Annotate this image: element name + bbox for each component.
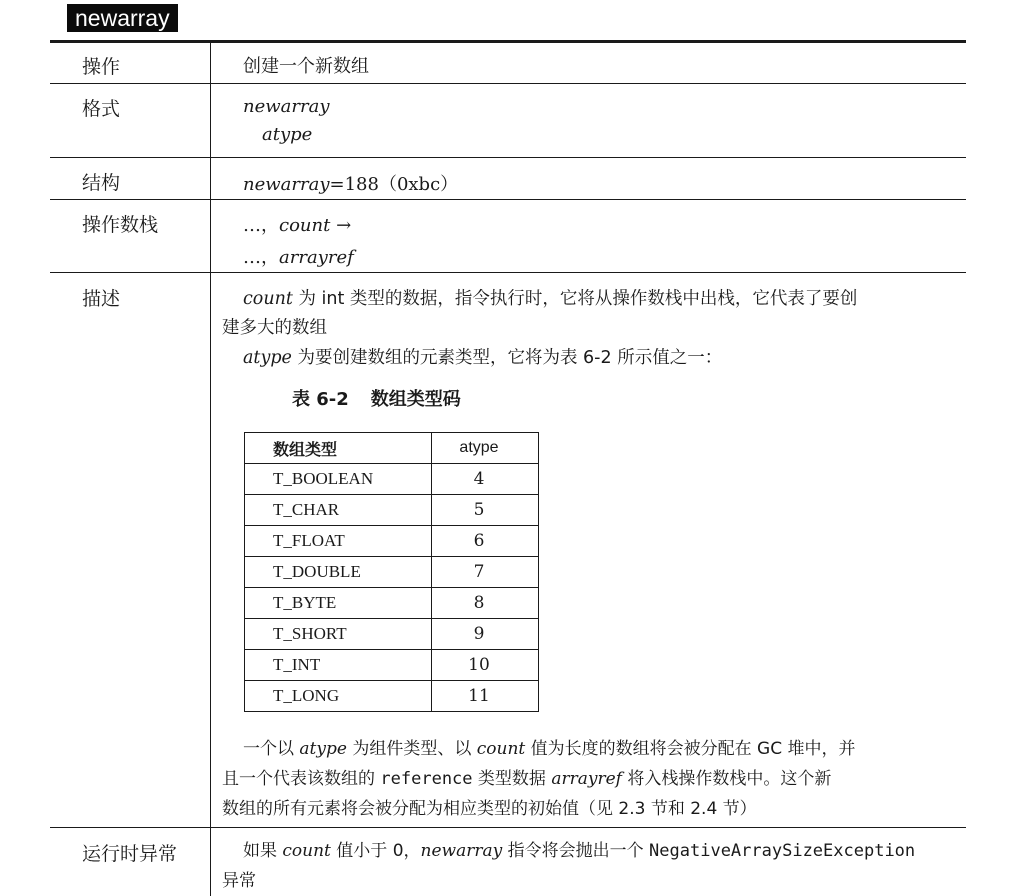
table-cell: T_FLOAT <box>245 526 432 557</box>
table-cell: 6 <box>432 526 539 557</box>
format-line2: atype <box>262 124 313 145</box>
row-divider <box>50 272 966 273</box>
forms-text <box>243 170 458 196</box>
stack-prefix: …， <box>243 215 279 236</box>
description-p1-line2 <box>222 314 327 339</box>
stack-var-count: count <box>279 215 331 236</box>
row-divider <box>50 827 966 828</box>
table-row <box>245 681 539 712</box>
table-cell: T_BYTE <box>245 588 432 619</box>
table-cell: 5 <box>432 495 539 526</box>
row-divider <box>50 199 966 200</box>
table-caption <box>292 385 461 411</box>
atype-table <box>244 432 539 712</box>
runtime-line1 <box>222 836 962 866</box>
description-p1-line1 <box>243 285 857 310</box>
instruction-title: newarray <box>67 4 178 32</box>
desc-p3-line2 <box>222 764 962 794</box>
runtime-exceptions-label: 运行时异常 <box>82 843 178 865</box>
forms-name: newarray <box>243 174 330 195</box>
exc-text: 如果 <box>243 841 283 861</box>
table-cell: T_INT <box>245 650 432 681</box>
operation-label: 操作 <box>82 56 121 78</box>
desc-code: reference <box>380 769 473 789</box>
table-top-rule <box>50 40 966 43</box>
runtime-exceptions-text <box>222 836 962 896</box>
table-cell: T_BOOLEAN <box>245 464 432 495</box>
exc-text: 异常 <box>222 871 256 891</box>
table-cell: T_DOUBLE <box>245 557 432 588</box>
table-header: 数组类型 <box>245 433 432 464</box>
table-header-row <box>245 433 539 464</box>
desc-text: 数组的所有元素将会被分配为相应类型的初始值（见 2.3 节和 2.4 节） <box>222 799 757 819</box>
desc-var: atype <box>299 739 347 759</box>
arrow-icon: → <box>336 215 352 236</box>
table-caption-title: 数组类型码 <box>370 389 461 410</box>
table-row <box>245 464 539 495</box>
forms-value: =188（0xbc） <box>329 174 459 195</box>
desc-text: 建多大的数组 <box>222 318 327 338</box>
format-label: 格式 <box>82 98 121 120</box>
description-p2 <box>243 344 722 369</box>
exc-var: count <box>282 841 331 861</box>
desc-text: 一个以 <box>243 739 300 759</box>
desc-text: 且一个代表该数组的 <box>222 769 381 789</box>
desc-text: 将入栈操作数栈中。这个新 <box>621 769 832 789</box>
table-row <box>245 588 539 619</box>
desc-var: arrayref <box>551 769 622 789</box>
format-line1: newarray <box>243 96 330 117</box>
desc-p3-line3 <box>222 794 962 824</box>
description-label: 描述 <box>82 288 121 310</box>
table-row <box>245 557 539 588</box>
desc-p3-line1 <box>222 734 962 764</box>
desc-text: 类型数据 <box>472 769 552 789</box>
desc-text: 为组件类型、以 <box>346 739 477 759</box>
table-row <box>245 526 539 557</box>
table-row <box>245 619 539 650</box>
table-cell: T_SHORT <box>245 619 432 650</box>
operation-text: 创建一个新数组 <box>243 56 369 77</box>
row-divider <box>50 157 966 158</box>
description-p3 <box>222 734 962 824</box>
table-cell: 10 <box>432 650 539 681</box>
table-cell: 11 <box>432 681 539 712</box>
table-caption-number: 表 6-2 <box>292 389 349 410</box>
desc-text: 为 int 类型的数据，指令执行时，它将从操作数栈中出栈，它代表了要创 <box>292 289 858 309</box>
forms-label: 结构 <box>82 172 121 194</box>
table-cell: 4 <box>432 464 539 495</box>
row-divider <box>50 83 966 84</box>
operand-stack-label: 操作数栈 <box>82 214 159 236</box>
desc-text: 为要创建数组的元素类型，它将为表 6-2 所示值之一： <box>291 348 723 368</box>
exc-text: 指令将会抛出一个 <box>502 841 650 861</box>
table-cell: T_LONG <box>245 681 432 712</box>
column-divider <box>210 41 211 896</box>
stack-prefix: …， <box>243 247 279 268</box>
stack-var-arrayref: arrayref <box>279 247 354 268</box>
table-row <box>245 495 539 526</box>
exc-code: NegativeArraySizeException <box>649 841 916 861</box>
desc-text: 值为长度的数组将会被分配在 GC 堆中，并 <box>525 739 856 759</box>
operand-stack-before <box>243 211 351 237</box>
table-cell: 7 <box>432 557 539 588</box>
desc-var: count <box>476 739 526 759</box>
desc-var: count <box>243 289 293 309</box>
desc-var: atype <box>243 348 292 368</box>
table-cell: T_CHAR <box>245 495 432 526</box>
exc-text: 值小于 0， <box>330 841 421 861</box>
exc-var: newarray <box>420 841 503 861</box>
runtime-line2 <box>222 866 962 896</box>
table-header: atype <box>432 433 539 464</box>
operand-stack-after <box>243 243 354 269</box>
table-cell: 9 <box>432 619 539 650</box>
table-cell: 8 <box>432 588 539 619</box>
table-row <box>245 650 539 681</box>
